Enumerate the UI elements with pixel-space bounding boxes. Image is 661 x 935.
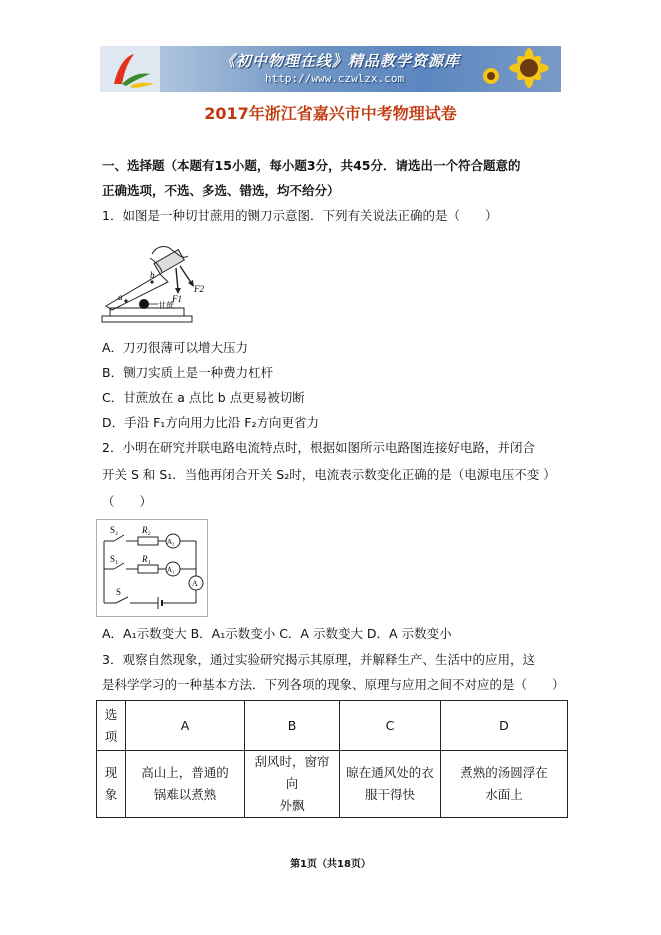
banner-url: http://www.czwlzx.com [265, 72, 405, 85]
q1-option-b: B．铡刀实质上是一种费力杠杆 [102, 365, 274, 380]
table-cell: 晾在通风处的衣 服干得快 [340, 751, 441, 818]
table-col-b: B [245, 701, 340, 751]
q1-stem: 1．如图是一种切甘蔗用的铡刀示意图．下列有关说法正确的是（ ） [102, 208, 498, 223]
table-row [97, 701, 568, 751]
table-row [97, 751, 568, 818]
logo-icon [100, 46, 160, 92]
section-heading-line1: 一、选择题（本题有15小题，每小题3分，共45分．请选出一个符合题意的 [102, 158, 521, 173]
point-b-label: b [150, 270, 155, 280]
q2-stem-line3: （ ） [102, 494, 153, 509]
q1-option-c: C．甘蔗放在 a 点比 b 点更易被切断 [102, 390, 305, 405]
q2-stem-line2: 开关 S 和 S₁．当他再闭合开关 S₂时，电流表示数变化正确的是（电源电压不变 ） [102, 467, 556, 482]
sunflower-icon [477, 46, 557, 92]
f1-label: F1 [172, 294, 182, 304]
table-cell: 煮熟的汤圆浮在 水面上 [441, 751, 568, 818]
table-header-cell: 选 项 [97, 701, 126, 751]
table-cell: 刮风时，窗帘向 外飘 [245, 751, 340, 818]
s-label: S [116, 587, 122, 597]
q1-figure-chopper [100, 244, 210, 330]
f2-label: F2 [194, 284, 204, 294]
table-col-d: D [441, 701, 568, 751]
q1-option-a: A．刀刃很薄可以增大压力 [102, 340, 249, 355]
q2-figure-circuit [96, 519, 208, 617]
a2-label: A₂ [167, 538, 175, 546]
r2-label: R₂ [142, 525, 151, 535]
table-col-c: C [340, 701, 441, 751]
document-title: 2017年浙江省嘉兴市中考物理试卷 [204, 104, 457, 123]
s2-label: S₂ [110, 525, 119, 535]
q3-stem-line2: 是科学学习的一种基本方法．下列各项的现象、原理与应用之间不对应的是（ ） [102, 677, 565, 692]
q1-option-d: D．手沿 F₁方向用力比沿 F₂方向更省力 [102, 415, 319, 430]
a-label: A [192, 579, 198, 588]
table-col-a: A [126, 701, 245, 751]
table-header-cell: 现 象 [97, 751, 126, 818]
q3-stem-line1: 3．观察自然现象，通过实验研究揭示其原理，并解释生产、生活中的应用，这 [102, 652, 535, 667]
q2-stem-line1: 2．小明在研究并联电路电流特点时，根据如图所示电路图连接好电路，并闭合 [102, 440, 535, 455]
r1-label: R₁ [142, 554, 151, 564]
a1-label: A₁ [167, 566, 175, 574]
header-banner [100, 46, 561, 92]
s1-label: S₁ [110, 554, 119, 564]
page-footer: 第1页（共18页） [290, 859, 371, 870]
table-cell: 高山上，普通的 锅难以煮熟 [126, 751, 245, 818]
cane-label: 甘蔗 [158, 301, 174, 310]
point-a-label: a [118, 292, 123, 302]
section-heading-line2: 正确选项，不选、多选、错选，均不给分） [102, 183, 340, 198]
q3-table [96, 700, 568, 818]
banner-title: 《初中物理在线》精品教学资源库 [220, 52, 461, 70]
q2-options: A．A₁示数变大 B．A₁示数变小 C．A 示数变大 D．A 示数变小 [102, 626, 452, 641]
